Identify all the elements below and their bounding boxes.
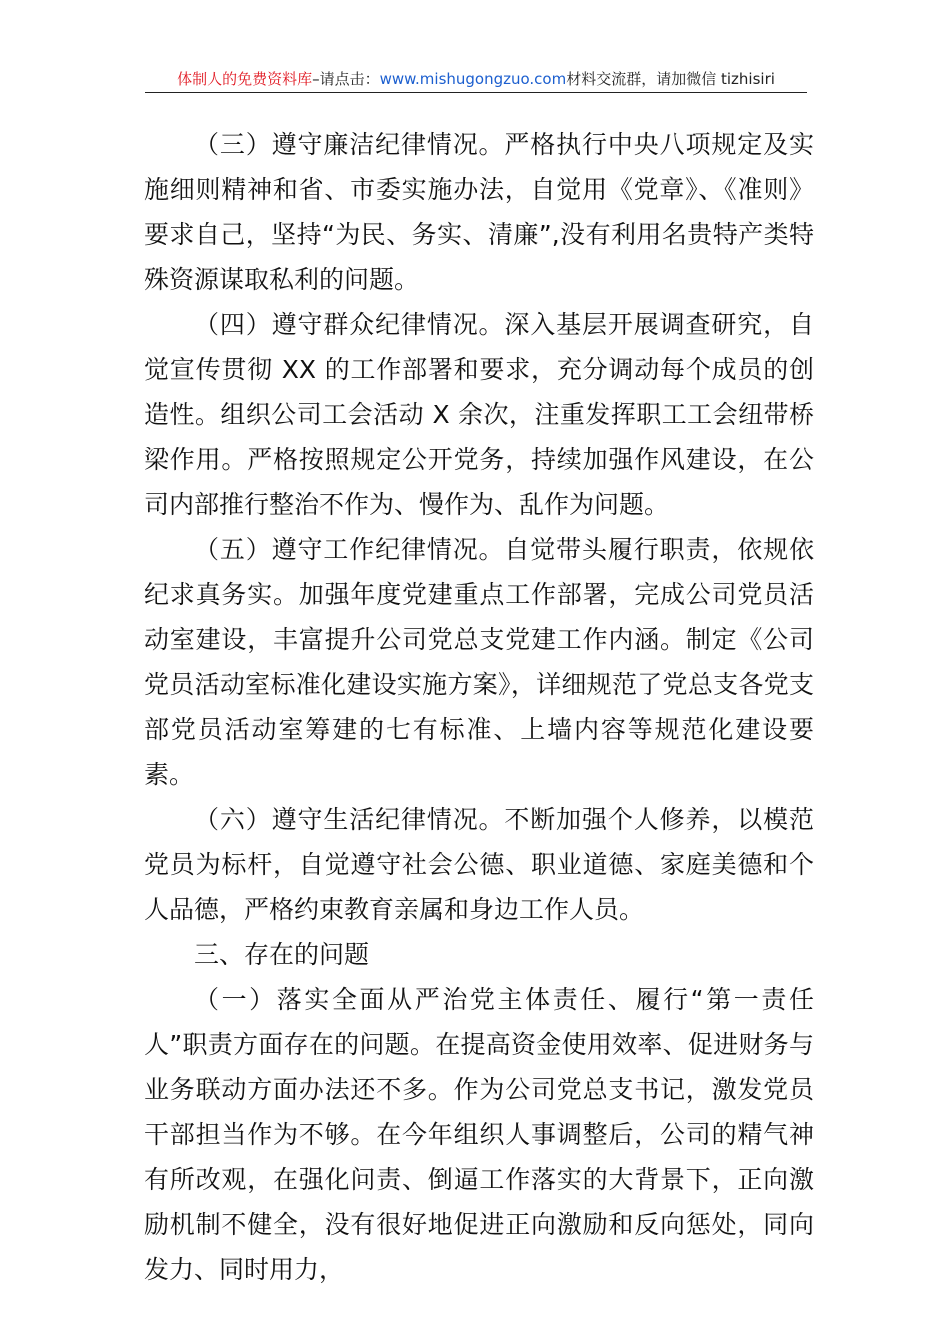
paragraph-existing-problems: （一）落实全面从严治党主体责任、履行“第一责任人”职责方面存在的问题。在提高资金使用效率、促进财务与业务联动方面办法还不多。作为公司党总支书记，激发党员干部担当作为不够。在今年组织人事调整后，公司的精气神有所改观，在强化问责、倒逼工作落实的大背景下，正向激励机制不健全，没有很好地促进正向激励和反向惩处，同向发力、同时用力， (144, 985, 814, 1284)
paragraph-life-discipline: （六）遵守生活纪律情况。不断加强个人修养，以模范党员为标杆，自觉遵守社会公德、职业道德、家庭美德和个人品德，严格约束教育亲属和身边工作人员。 (144, 805, 814, 924)
section-heading: 三、存在的问题 (194, 940, 370, 969)
header-tail: 材料交流群，请加微信 tizhisiri (566, 70, 775, 88)
page-header (145, 66, 807, 93)
header-cta: –请点击： (312, 70, 380, 88)
document-body (144, 122, 814, 1292)
header-brand: 体制人的免费资料库 (177, 70, 313, 88)
header-site-link[interactable]: www.mishugongzuo.com (379, 70, 567, 88)
paragraph-integrity-discipline: （三）遵守廉洁纪律情况。严格执行中央八项规定及实施细则精神和省、市委实施办法，自觉用《党章》、《准则》要求自己，坚持“为民、务实、清廉”,没有利用名贵特产类特殊资源谋取私利的问题。 (144, 130, 814, 294)
paragraph-mass-discipline: （四）遵守群众纪律情况。深入基层开展调查研究，自觉宣传贯彻 XX 的工作部署和要求，充分调动每个成员的创造性。组织公司工会活动 X 余次，注重发挥职工工会纽带桥梁作用。严格按照规定公开党务，持续加强作风建设，在公司内部推行整治不作为、慢作为、乱作为问题。 (144, 310, 814, 519)
paragraph-work-discipline: （五）遵守工作纪律情况。自觉带头履行职责，依规依纪求真务实。加强年度党建重点工作部署，完成公司党员活动室建设，丰富提升公司党总支党建工作内涵。制定《公司党员活动室标准化建设实施方案》，详细规范了党总支各党支部党员活动室筹建的七有标准、上墙内容等规范化建设要素。 (144, 535, 814, 789)
